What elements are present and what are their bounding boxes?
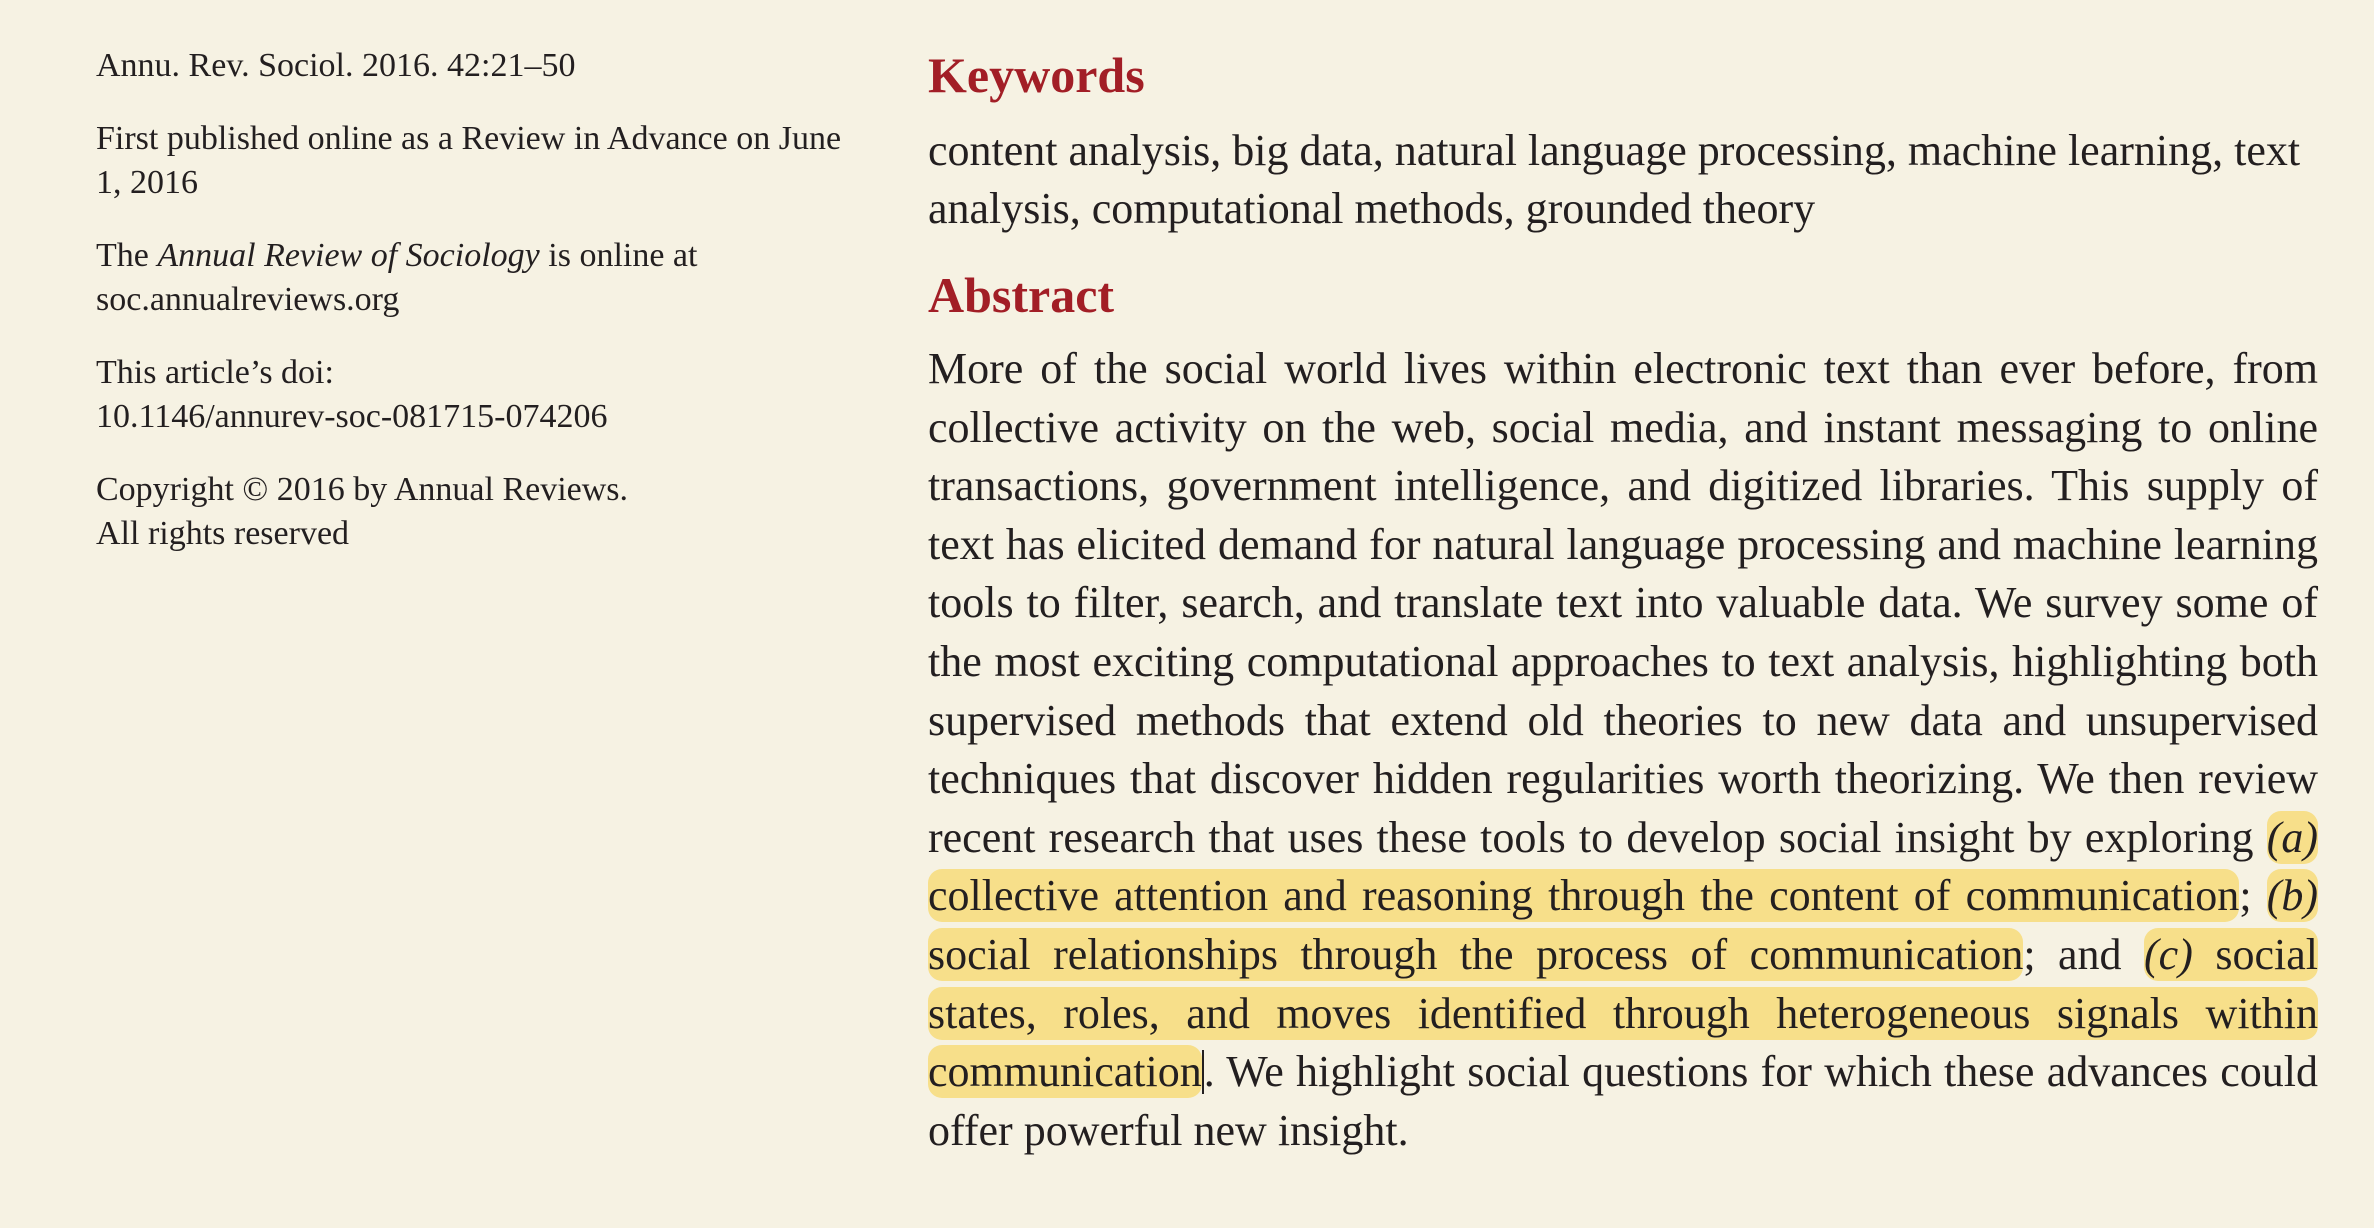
journal-suffix: is online at soc.annualreviews.org	[96, 237, 698, 318]
abstract-text[interactable]	[928, 340, 2318, 1160]
citation: Annu. Rev. Sociol. 2016. 42:21–50	[96, 47, 576, 84]
first-published-note: First published online as a Review in Advance on June 1, 2016	[96, 120, 842, 201]
journal-name: Annual Review of Sociology	[157, 237, 540, 274]
abstract-heading: Abstract	[928, 267, 1115, 323]
item-c-text: social states, roles, and moves identified through heterogeneous signals within communication	[928, 929, 2318, 1097]
keywords-text[interactable]: content analysis, big data, natural language processing, machine learning, text analysis, computational methods, grounded theory	[928, 126, 2301, 233]
main-content	[928, 40, 2318, 1160]
copyright-line: Copyright © 2016 by Annual Reviews.	[96, 471, 629, 508]
article-info-sidebar	[96, 44, 856, 585]
item-b-text: social relationships through the process of communication	[928, 929, 2024, 979]
doi-block	[96, 351, 856, 439]
journal-prefix: The	[96, 237, 158, 274]
item-c-letter: (c)	[2144, 929, 2193, 979]
rights-line: All rights reserved	[96, 515, 350, 552]
separator-1: ;	[2239, 871, 2267, 921]
item-a-letter: (a)	[2266, 812, 2319, 862]
separator-2: ; and	[2023, 929, 2145, 979]
doi-value[interactable]: 10.1146/annurev-soc-081715-074206	[96, 398, 608, 435]
abstract-intro[interactable]: More of the social world lives within electronic text than ever before, from collective activity on the web, social media, and instant messaging to online transactions, government intelligence, and digitized libraries. This supply of text has elicited demand for natural language processing and machine learning tools to filter, search, and translate text into valuable data. We survey some of the most exciting computational approaches to text analysis, highlighting both supervised methods that extend old theories to new data and unsupervised techniques that discover hidden regularities worth theorizing. We then review recent research that uses these tools to develop social insight by exploring	[928, 344, 2318, 862]
item-a-text: collective attention and reasoning through the content of communication	[928, 871, 2240, 921]
item-b-letter: (b)	[2266, 871, 2319, 921]
journal-online-note	[96, 234, 856, 322]
keywords-heading: Keywords	[928, 47, 1145, 103]
abstract-outro[interactable]: . We highlight social questions for which these advances could offer powerful new insight.	[928, 1047, 2318, 1155]
copyright-block	[96, 468, 856, 556]
doi-label: This article’s doi:	[96, 354, 334, 391]
